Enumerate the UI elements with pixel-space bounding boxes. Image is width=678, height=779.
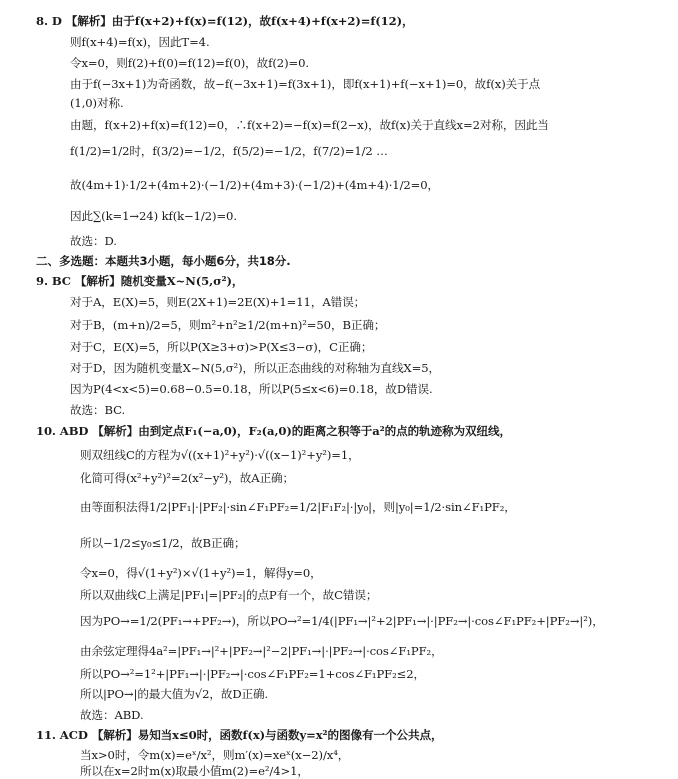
line-q10-vector: 因为PO→=1/2(PF₁→+PF₂→)，所以PO→²=1/4(|PF₁→|²+2|PF₁→|·|PF₂→|·cos∠F₁PF₂+|PF₂→|²)， [80,614,604,628]
line-q8-sum-total: 因此∑(k=1→24) kf(k−1/2)=0. [70,209,237,223]
line-q8-f2: 令x=0，则f(2)+f(0)=f(12)=f(0)，故f(2)=0. [70,56,309,70]
line-q10-simplify: 化简可得(x²+y²)²=2(x²−y²)，故A正确； [80,471,295,485]
line-q8-period: 则f(x+4)=f(x)，因此T=4. [70,35,210,49]
line-q8-symmetry: (1,0)对称. [70,96,124,110]
line-q9-answer: 故选：BC. [70,403,126,417]
line-q10-head: 10. ABD 【解析】由到定点F₁(−a,0)，F₂(a,0)的距离之积等于a²的点的轨迹称为双纽线， [36,424,512,438]
line-q8-sum-group: 故(4m+1)·1/2+(4m+2)·(−1/2)+(4m+3)·(−1/2)+(4m+4)·1/2=0， [70,178,440,192]
line-q10-range: 所以−1/2≤y₀≤1/2，故B正确； [80,536,246,550]
line-q8-axis: 由题，f(x+2)+f(x)=f(12)=0，∴f(x+2)=−f(x)=f(2−x)，故f(x)关于直线x=2对称，因此当 [70,118,549,132]
line-q10-x0: 令x=0，得√(1+y²)×√(1+y²)=1，解得y=0， [80,566,322,580]
line-q10-c-false: 所以双曲线C上满足|PF₁|=|PF₂|的点P有一个，故C错误； [80,588,378,602]
section-heading-multi: 二、多选题：本题共3小题，每小题6分，共18分. [36,254,291,268]
line-q8-values: f(1/2)=1/2时，f(3/2)=−1/2，f(5/2)=−1/2，f(7/2)=1/2 … [70,144,388,158]
line-q9-c: 对于C，E(X)=5，所以P(X≥3+σ)>P(X≤3−σ)，C正确； [70,340,373,354]
line-q9-b: 对于B，(m+n)/2=5，则m²+n²≥1/2(m+n)²=50，B正确； [70,318,386,332]
line-q11-minimum: 所以在x=2时m(x)取最小值m(2)=e²/4>1， [80,764,309,778]
line-q10-po-square: 所以PO→²=1²+|PF₁→|·|PF₂→|·cos∠F₁PF₂=1+cos∠F₁PF₂≤2， [80,667,426,681]
line-q10-answer: 故选：ABD. [80,708,144,722]
line-q10-area: 由等面积法得1/2|PF₁|·|PF₂|·sin∠F₁PF₂=1/2|F₁F₂|·|y₀|，则|y₀|=1/2·sin∠F₁PF₂， [80,500,516,514]
line-q9-d-prob: 因为P(4<x<5)=0.68−0.5=0.18，所以P(5≤x<6)=0.18，故D错误. [70,382,433,396]
line-q8-head: 8. D 【解析】由于f(x+2)+f(x)=f(12)，故f(x+4)+f(x+2)=f(12)， [36,14,414,28]
line-q11-head: 11. ACD 【解析】易知当x≤0时，函数f(x)与函数y=x²的图像有一个公共点， [36,728,443,742]
line-q9-head: 9. BC 【解析】随机变量X~N(5,σ²)， [36,274,244,288]
line-q8-odd: 由于f(−3x+1)为奇函数，故−f(−3x+1)=f(3x+1)，即f(x+1)+f(−x+1)=0，故f(x)关于点 [70,77,541,91]
line-q9-d: 对于D，因为随机变量X~N(5,σ²)，所以正态曲线的对称轴为直线X=5， [70,361,440,375]
line-q10-equation: 则双纽线C的方程为√((x+1)²+y²)·√((x−1)²+y²)=1， [80,448,360,462]
line-q10-cosine: 由余弦定理得4a²=|PF₁→|²+|PF₂→|²−2|PF₁→|·|PF₂→|·cos∠F₁PF₂， [80,644,443,658]
line-q9-a: 对于A，E(X)=5，则E(2X+1)=2E(X)+1=11，A错误； [70,295,366,309]
line-q11-derivative: 当x>0时，令m(x)=eˣ/x²，则m′(x)=xeˣ(x−2)/x⁴， [80,748,350,762]
line-q10-max: 所以|PO→|的最大值为√2，故D正确. [80,687,269,701]
line-q8-answer: 故选：D. [70,234,117,248]
